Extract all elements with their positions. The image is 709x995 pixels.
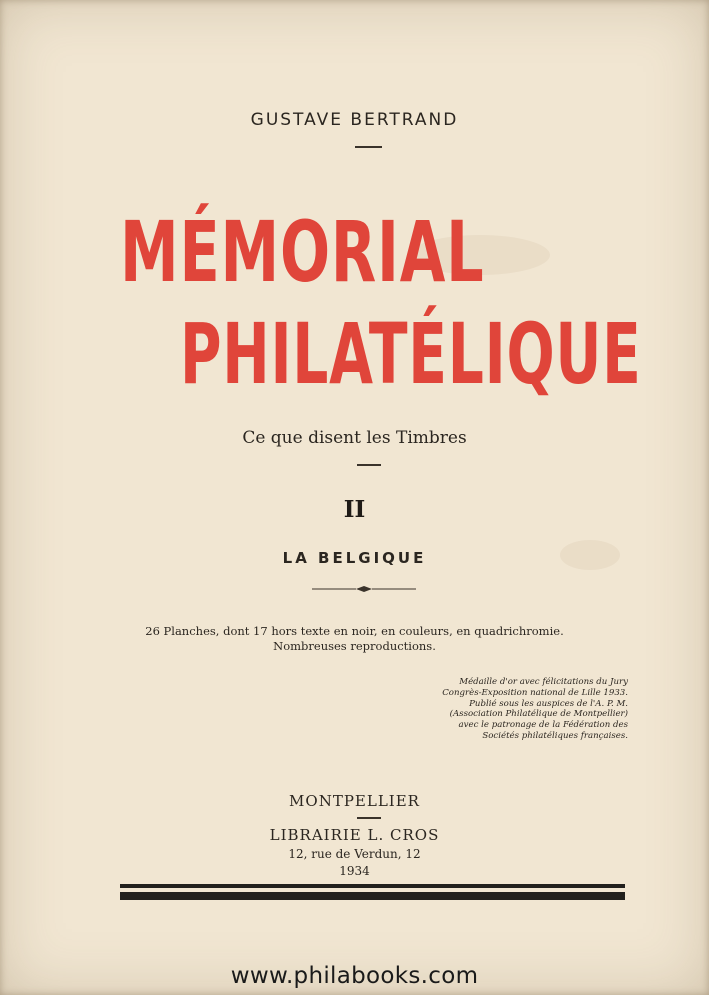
award-line: avec le patronage de la Fédération des bbox=[458, 720, 628, 731]
title-line-2: PHILATÉLIQUE bbox=[180, 305, 642, 403]
bottom-rule-thin bbox=[120, 884, 625, 888]
bottom-rule-thick bbox=[120, 892, 625, 900]
author-divider bbox=[355, 146, 382, 148]
volume-number: II bbox=[343, 496, 366, 523]
publisher-name: LIBRAIRIE L. CROS bbox=[269, 826, 440, 844]
plates-line-2: Nombreuses reproductions. bbox=[273, 639, 436, 653]
award-notice bbox=[400, 677, 628, 742]
plates-line-1: 26 Planches, dont 17 hors texte en noir, en couleurs, en quadrichromie. bbox=[145, 624, 564, 638]
publication-year: 1934 bbox=[339, 864, 370, 878]
subtitle: Ce que disent les Timbres bbox=[242, 428, 467, 448]
plates-description bbox=[0, 624, 709, 654]
author-name: GUSTAVE BERTRAND bbox=[250, 110, 459, 130]
city-divider bbox=[357, 817, 381, 819]
award-line: Sociétés philatéliques françaises. bbox=[482, 730, 628, 741]
award-line: (Association Philatélique de Montpellier) bbox=[449, 709, 628, 720]
publication-city: MONTPELLIER bbox=[289, 792, 420, 810]
publisher-address: 12, rue de Verdun, 12 bbox=[288, 847, 421, 861]
award-line: Publié sous les auspices de l'A. P. M. bbox=[469, 698, 628, 709]
title-line-1: MÉMORIAL bbox=[120, 203, 485, 301]
ornament-divider bbox=[312, 586, 416, 592]
volume-country: LA BELGIQUE bbox=[282, 549, 427, 567]
subtitle-divider bbox=[357, 464, 381, 466]
award-line: Médaille d'or avec félicitations du Jury bbox=[459, 677, 628, 687]
award-line: Congrès-Exposition national de Lille 1933. bbox=[442, 687, 628, 698]
watermark-url: www.philabooks.com bbox=[230, 963, 479, 989]
